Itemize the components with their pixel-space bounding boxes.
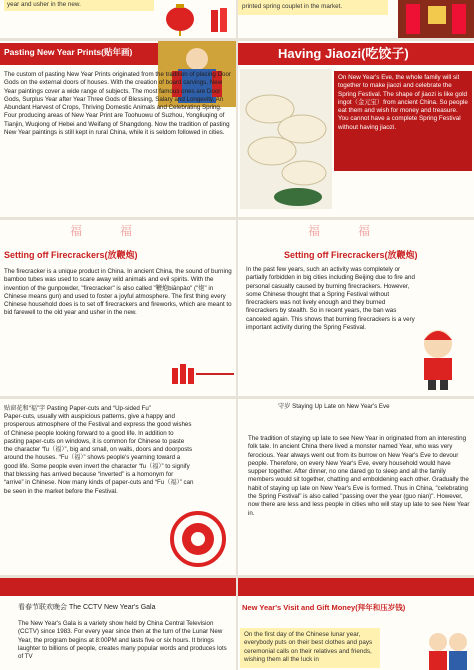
fu-decoration-icon: 福 (308, 224, 321, 238)
slide-firecrackers-right (238, 220, 474, 396)
slide-new-year-prints (0, 41, 236, 217)
children-greeting-icon (424, 628, 470, 670)
lantern-icon (160, 2, 200, 36)
slide-paragraph: The New Year's Gala is a variety show held by China Central Television (CCTV) since 1983. For every year since then at the turn of the Lunar New Year, the program begins at 8:00PM and lasts five or six hours. It brings laughter to billions of people, creates many popular words and produces lots of TV (18, 620, 227, 661)
firecracker-icon (205, 4, 233, 36)
slide-paragraph: The firecracker is a unique product in China. In ancient China, the sound of burning bamboo tubes was used to scare away wild animals and evil spirits. With the invention of the gunpowder, "firecracker" is also called "鞭炮biānpào" ("炮" in Chinese means gun) and used to foster a joyful atmosphere. The first thing every Chinese household does is to set off firecrackers and fireworks, which are meant to bid farewell to the old year and usher in the new. (4, 268, 232, 317)
slide-staying-up (238, 399, 474, 575)
slide-visit-gift (238, 578, 474, 670)
fu-decoration-icon: 福 (120, 224, 133, 238)
child-with-firecracker-icon (408, 326, 470, 392)
title-band (238, 578, 474, 596)
slide-paragraph: On the first day of the Chinese lunar year, everybody puts on their best clothes and pays ceremonial calls on their relatives and friends, wishing them all the luck in (244, 631, 373, 663)
slide-title: Having Jiaozi(吃饺子) (278, 46, 409, 61)
slide-title: Setting off Firecrackers(放鞭炮) (4, 250, 138, 260)
spring-couplet-photo (398, 0, 474, 38)
slide-paragraph: The custom of pasting New Year Prints originated from the tradition of placing Door Gods on the external doors of houses. With the creation of board carvings, New Year paintings cover a wide range of subjects. The most famous ones are Door Gods, Surplus Year after Year Three Gods of Blessing, Salary and Longevity, An Abundant Harvest of Crops, Thriving Domestic Animals and Celebrating Spring. Four producing areas of New Year Print are Toohuowu of Suzhou, Yongliuqing of Tianjin, Wuqiong of Hebei and Weifang of Shangdong. Now the tradition of pasting New Year paintings is still kept in rural China, while it is seldom followed in cities. (4, 71, 231, 137)
slide-jiaozi (238, 41, 474, 217)
slide-paragraph: In the past few years, such an activity was completely or partially forbidden in big cities including Beijing due to fire and personal casualty caused by burning firecrackers. However, some Chinese thought that a Spring Festival without firecrackers was not lively enough and they burned firecrackers by stealth. So in recent years, the ban was canceled again. This shows that burning firecrackers is a very important activity during the Spring Festival. (246, 266, 415, 332)
slide-paragraph-title: 守岁 Staying Up Late on New Year's Eve (278, 403, 390, 410)
slide-paragraph: The tradition of staying up late to see New Year in originated from an interesting folk tale. In ancient China there lived a monster named Year, who was very ferocious. Year always went out from its burrow on New Year's Eve to devour people. Therefore, on every New Year's Eve, every household would have supper together. After dinner, no one dared go to sleep and all the family members would sit together, chatting and emboldening each other. Gradually the habit of staying up late on New Year's Eve is formed. Thus in China, "celebrating the Spring Festival" is also called "passing over the year (guo nian)". However, now there are less and less people in cities who will stay up late to see New Year in. (248, 435, 470, 517)
dumplings-photo (240, 69, 332, 209)
slide-firecrackers-left (0, 220, 236, 396)
text-box (4, 0, 154, 11)
slide-gala (0, 578, 236, 670)
text-box (334, 71, 472, 171)
slide-paragraph-title: 贴窗花和“福”字 Pasting Paper-cuts and “Up-sided Fu” (4, 405, 151, 412)
slide-top-right (238, 0, 474, 38)
slide-text: printed spring couplet in the market. (242, 3, 343, 10)
slide-title: Setting off Firecrackers(放鞭炮) (284, 250, 418, 260)
fu-decoration-icon: 福 (358, 224, 371, 238)
slide-title: New Year's Visit and Gift Money(拜年和压岁钱) (242, 603, 406, 612)
title-band (0, 578, 236, 596)
text-box (238, 0, 388, 15)
slide-paragraph: On New Year's Eve, the whole family will sit together to make jiaozi and celebrate the Spring Festival. The shape of jiaozi is like gold ingot（金元宝）from ancient China. So people eat them and wish for money and treasure. You cannot have a complete Spring Festival without having jiaozi. (338, 74, 468, 131)
firecracker-string-icon (168, 344, 236, 396)
fu-decoration-icon: 福 (70, 224, 83, 238)
paper-cut-decoration-icon (168, 509, 228, 569)
slide-top-left (0, 0, 236, 38)
slide-text: year and usher in the new. (7, 1, 81, 8)
text-box (240, 628, 380, 668)
slide-papercuts (0, 399, 236, 575)
slide-paragraph: Paper-cuts, usually with auspicious patterns, give a happy and prosperous atmosphere of the Festival and express the good wishes of Chinese people looking forward to a good life. In addition to pasting paper-cuts on windows, it is common for Chinese to paste the character “fu（福）”, big and small, on walls, doors and doorposts around the houses. “Fu（福）” shows people's yearning toward a good life. Some people even invert the character “fu（福）” to signify that blessing has arrived because “inverted” is a homonym for “arrive” in Chinese. Now many kinds of paper-cuts and “Fu（福）” can be seen in the market before the Festival. (4, 413, 194, 495)
slide-title: 看春节联欢晚会 The CCTV New Year's Gala (18, 604, 156, 611)
slide-title: Pasting New Year Prints(贴年画) (4, 47, 133, 57)
